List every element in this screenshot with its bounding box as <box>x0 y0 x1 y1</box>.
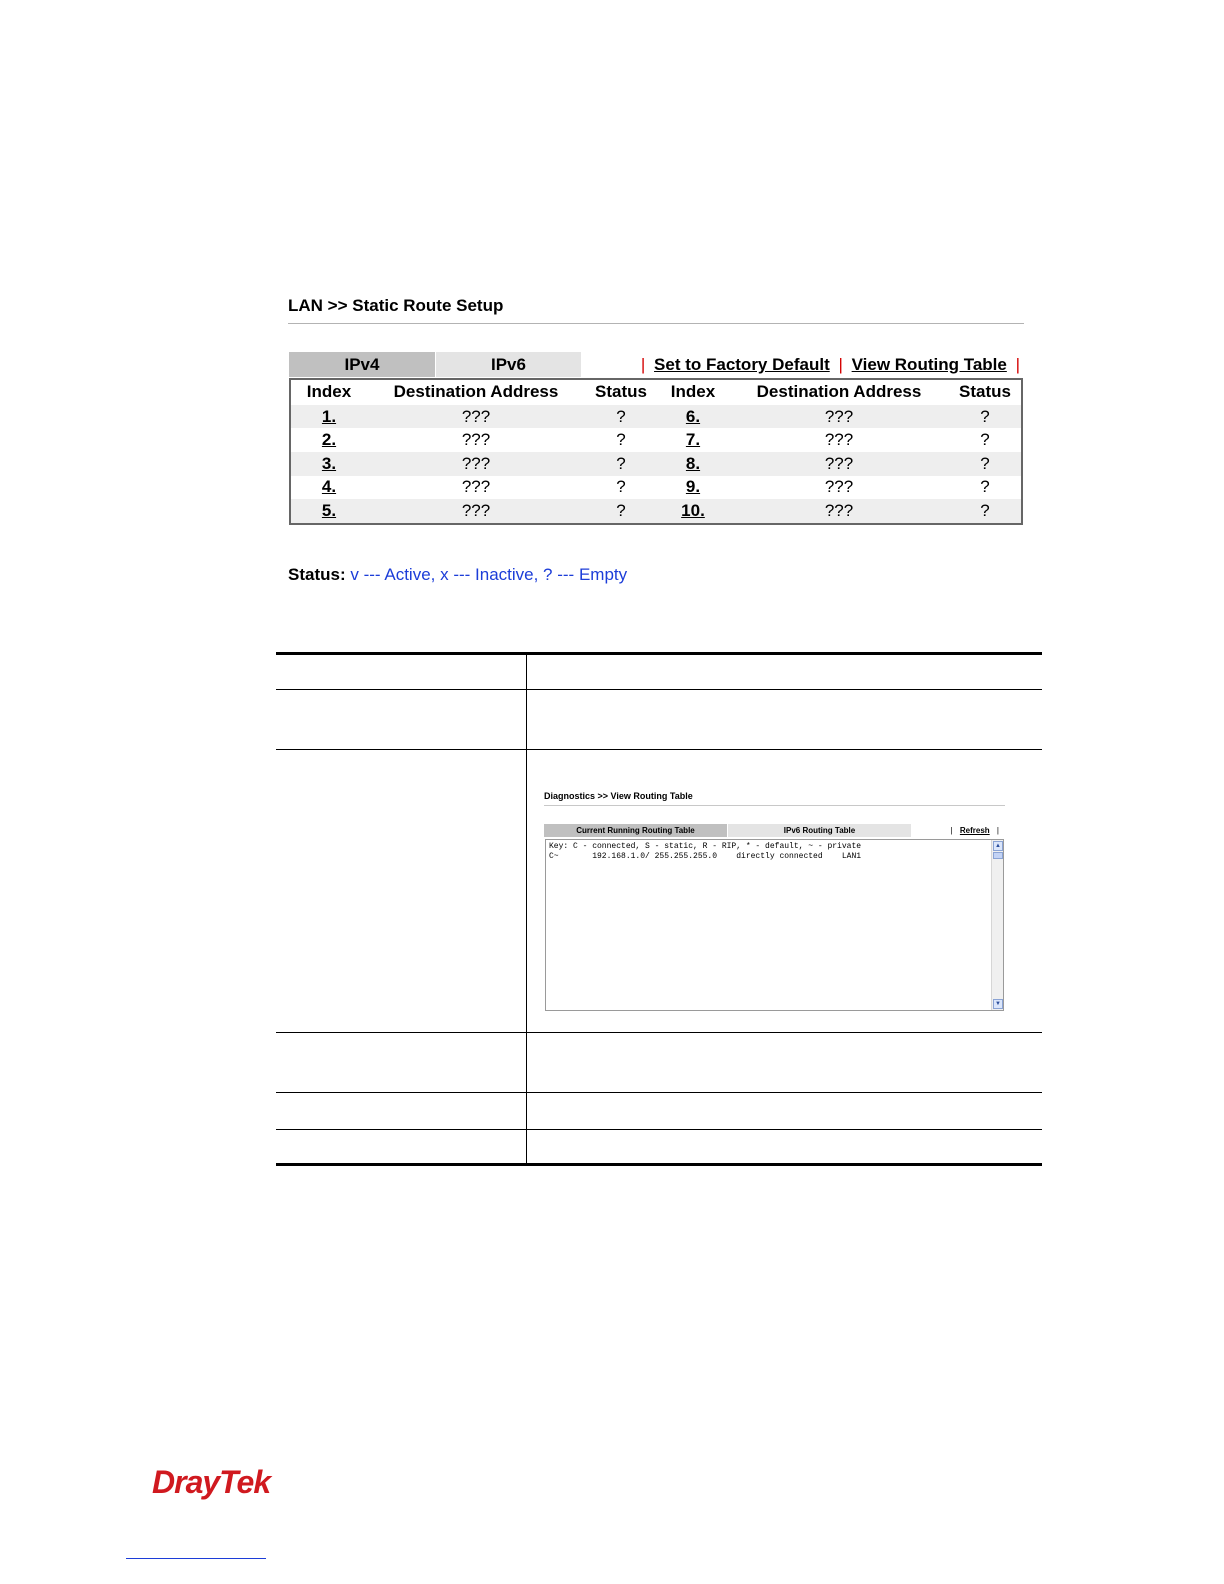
routing-key-line: Key: C - connected, S - static, R - RIP, * - default, ~ - private <box>549 842 862 851</box>
tab-ipv4[interactable]: IPv4 <box>289 352 435 377</box>
status-legend-text: v --- Active, x --- Inactive, ? --- Empty <box>350 565 628 584</box>
column-header: Status <box>959 382 1011 402</box>
title-divider <box>544 805 1005 806</box>
routing-table-screenshot <box>544 789 1006 1013</box>
tab-links <box>637 352 1024 377</box>
table-row <box>290 499 1022 524</box>
destination-address: ??? <box>367 499 585 524</box>
scroll-thumb[interactable] <box>993 852 1003 859</box>
table-row <box>290 476 1022 500</box>
routing-table-title: Diagnostics >> View Routing Table <box>544 791 693 801</box>
set-factory-default-link[interactable]: Set to Factory Default <box>654 355 830 374</box>
tab-bar <box>288 352 1026 377</box>
title-divider <box>288 323 1024 324</box>
description-row <box>276 1093 1042 1130</box>
destination-address: ??? <box>367 452 585 476</box>
column-header: Index <box>670 382 716 402</box>
destination-address: ??? <box>367 405 585 429</box>
static-route-table <box>289 378 1023 525</box>
route-status: ? <box>980 477 990 497</box>
status-legend <box>288 564 627 586</box>
route-status: ? <box>980 430 990 450</box>
draytek-logo: DrayTek <box>152 1464 271 1500</box>
description-row <box>276 1033 1042 1093</box>
table-row <box>290 405 1022 429</box>
link-separator: | <box>640 355 646 374</box>
destination-address: ??? <box>461 477 491 497</box>
column-header: Status <box>595 382 647 402</box>
route-index-link[interactable]: 8. <box>657 452 729 476</box>
route-status: ? <box>616 477 626 497</box>
route-index-link[interactable]: 2. <box>321 430 337 450</box>
tab-ipv6[interactable]: IPv6 <box>436 352 581 377</box>
route-index-link[interactable]: 3. <box>290 452 367 476</box>
scroll-down-icon[interactable]: ▼ <box>993 999 1003 1009</box>
link-separator: | <box>838 355 843 374</box>
footer-divider <box>126 1558 266 1559</box>
column-header: Index <box>306 382 352 402</box>
route-status: ? <box>949 499 1022 524</box>
route-status: ? <box>616 430 626 450</box>
description-row <box>276 1130 1042 1163</box>
static-route-screenshot <box>288 290 1026 521</box>
description-row <box>276 690 1042 750</box>
link-separator: | <box>1015 355 1020 374</box>
route-status: ? <box>949 405 1022 429</box>
destination-address: ??? <box>461 430 491 450</box>
link-separator: | <box>996 826 999 835</box>
view-routing-table-link[interactable]: View Routing Table <box>851 355 1007 374</box>
route-status: ? <box>585 499 657 524</box>
routing-table-links <box>946 824 1004 837</box>
destination-address: ??? <box>824 430 854 450</box>
tab-ipv6-routing-table[interactable]: IPv6 Routing Table <box>728 824 911 837</box>
table-row <box>290 428 1022 452</box>
route-index-link[interactable]: 6. <box>657 405 729 429</box>
page-title: LAN >> Static Route Setup <box>288 296 504 315</box>
scroll-up-icon[interactable]: ▲ <box>993 841 1003 851</box>
link-separator: | <box>950 826 953 835</box>
route-status: ? <box>585 452 657 476</box>
destination-address: ??? <box>729 499 949 524</box>
status-legend-label: Status: <box>288 565 346 584</box>
route-index-link[interactable]: 10. <box>657 499 729 524</box>
refresh-link[interactable]: Refresh <box>959 826 990 835</box>
route-index-link[interactable]: 1. <box>290 405 367 429</box>
tab-current-running-routing-table[interactable]: Current Running Routing Table <box>544 824 727 837</box>
scrollbar[interactable] <box>991 840 1003 1010</box>
route-status: ? <box>585 405 657 429</box>
destination-address: ??? <box>824 477 854 497</box>
route-status: ? <box>949 452 1022 476</box>
column-divider <box>526 655 527 1163</box>
routing-table-textarea[interactable] <box>545 839 1004 1011</box>
column-header: Destination Address <box>393 382 559 402</box>
destination-address: ??? <box>729 405 949 429</box>
description-row <box>276 655 1042 690</box>
table-row <box>290 452 1022 476</box>
routing-entry-line: C~ 192.168.1.0/ 255.255.255.0 directly connected LAN1 <box>549 852 862 861</box>
table-header-row <box>290 379 1022 405</box>
route-index-link[interactable]: 7. <box>685 430 701 450</box>
route-index-link[interactable]: 4. <box>321 477 337 497</box>
column-header: Destination Address <box>756 382 922 402</box>
route-index-link[interactable]: 5. <box>290 499 367 524</box>
route-index-link[interactable]: 9. <box>685 477 701 497</box>
destination-address: ??? <box>729 452 949 476</box>
